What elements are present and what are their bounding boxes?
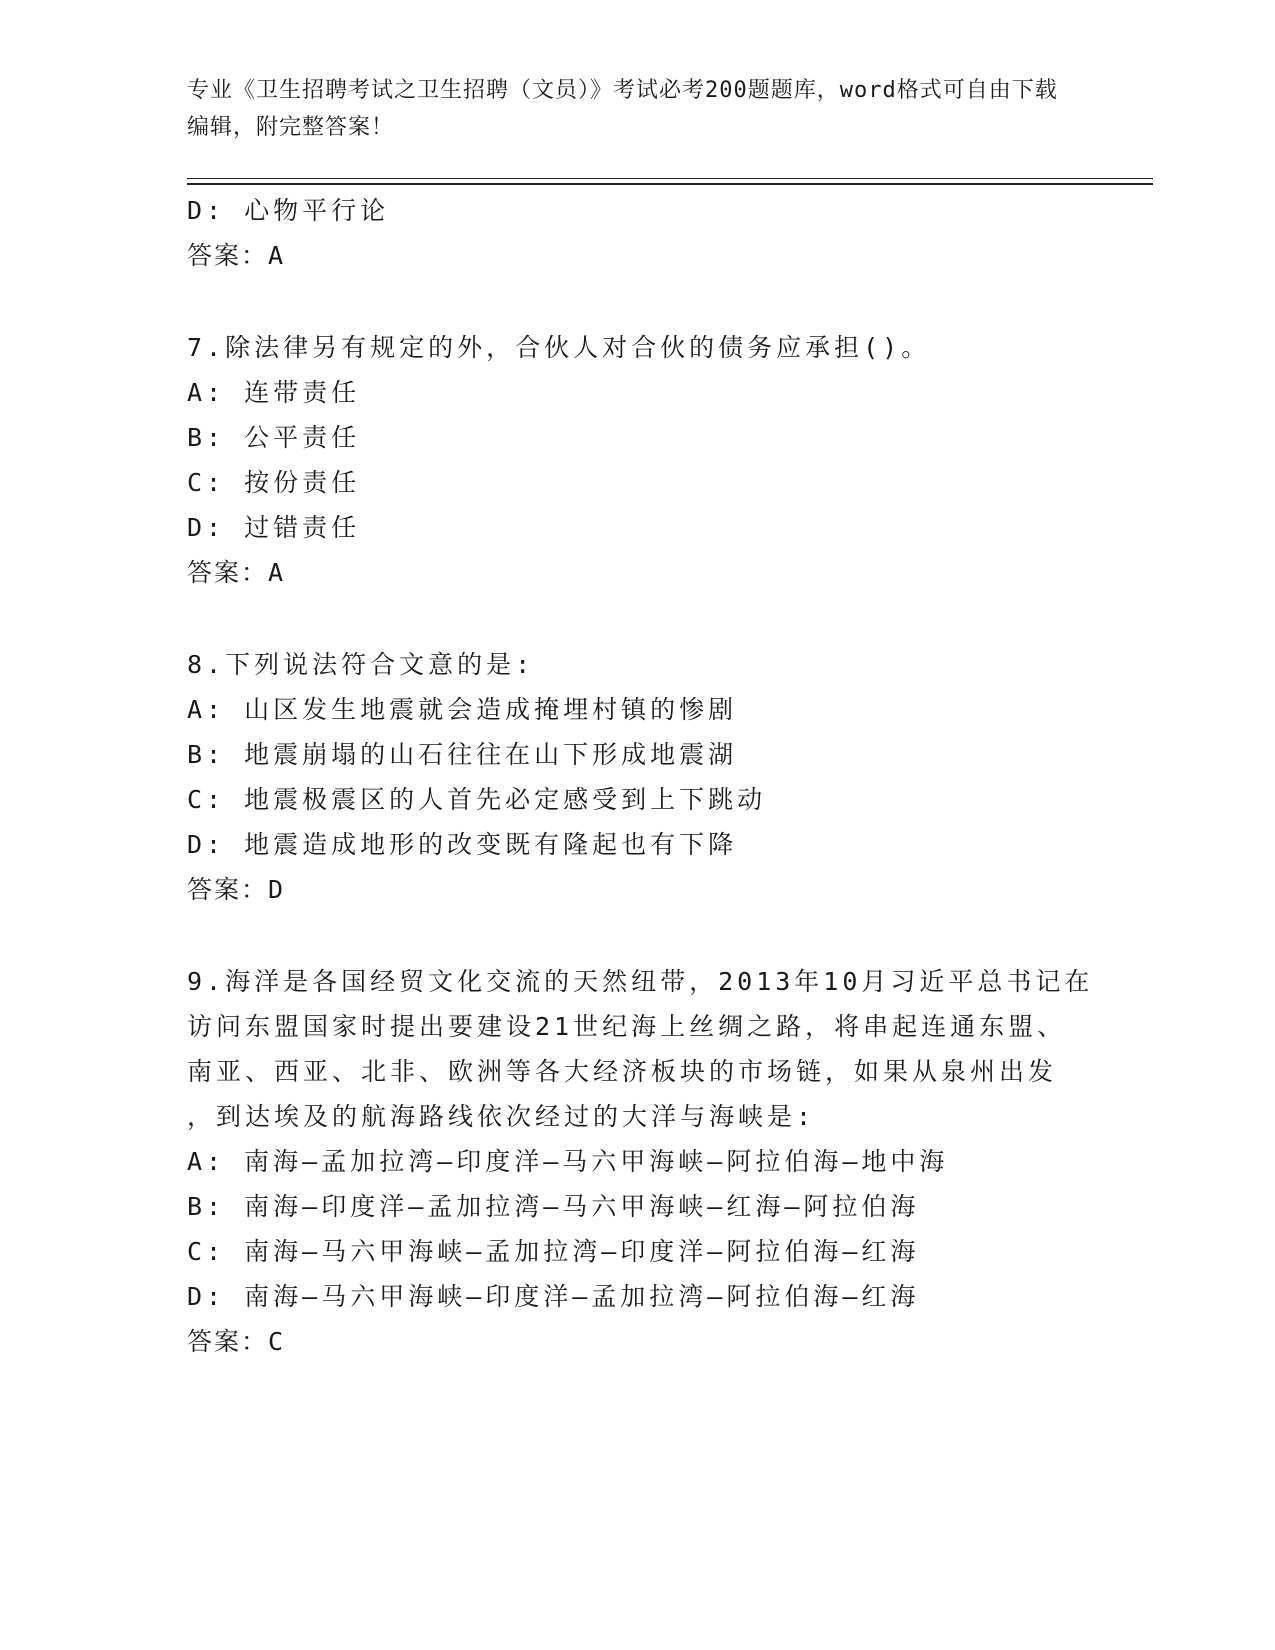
q8-stem: 8.下列说法符合文意的是: [187, 650, 535, 679]
q7-option-b: B: 公平责任 [187, 423, 361, 452]
q8-answer: 答案：D [187, 875, 286, 904]
q9-option-c: C: 南海—马六甲海峡—孟加拉湾—印度洋—阿拉伯海—红海 [187, 1237, 920, 1266]
q9-stem-line-2: 访问东盟国家时提出要建设21世纪海上丝绸之路，将串起连通东盟、 [187, 1012, 1067, 1041]
header-rule-thin [187, 178, 1153, 179]
q8-option-c: C: 地震极震区的人首先必定感受到上下跳动 [187, 785, 767, 814]
q8-option-d: D: 地震造成地形的改变既有隆起也有下降 [187, 830, 738, 859]
prev-answer: 答案：A [187, 241, 286, 270]
q8-option-a: A: 山区发生地震就会造成掩埋村镇的惨剧 [187, 695, 738, 724]
q7-answer: 答案：A [187, 558, 286, 587]
q9-answer: 答案：C [187, 1327, 286, 1356]
q7-option-c: C: 按份责任 [187, 468, 361, 497]
q8-option-b: B: 地震崩塌的山石往往在山下形成地震湖 [187, 740, 738, 769]
q9-stem-line-3: 南亚、西亚、北非、欧洲等各大经济板块的市场链，如果从泉州出发 [187, 1057, 1058, 1086]
q7-option-a: A: 连带责任 [187, 378, 361, 407]
question-content [187, 188, 1094, 1364]
q9-stem-line-1: 9.海洋是各国经贸文化交流的天然纽带，2013年10月习近平总书记在 [187, 967, 1094, 996]
q9-option-a: A: 南海—孟加拉湾—印度洋—马六甲海峡—阿拉伯海—地中海 [187, 1147, 949, 1176]
q7-option-d: D: 过错责任 [187, 513, 361, 542]
q9-option-d: D: 南海—马六甲海峡—印度洋—孟加拉湾—阿拉伯海—红海 [187, 1282, 920, 1311]
document-header: 专业《卫生招聘考试之卫生招聘（文员）》考试必考200题题库，word格式可自由下载编辑，附完整答案！ [187, 78, 1058, 140]
prev-option-d: D: 心物平行论 [187, 196, 390, 225]
q7-stem: 7.除法律另有规定的外，合伙人对合伙的债务应承担()。 [187, 333, 931, 362]
q9-option-b: B: 南海—印度洋—孟加拉湾—马六甲海峡—红海—阿拉伯海 [187, 1192, 920, 1221]
header-rule-thick [187, 183, 1153, 185]
q9-stem-line-4: ，到达埃及的航海路线依次经过的大洋与海峡是: [187, 1102, 816, 1131]
